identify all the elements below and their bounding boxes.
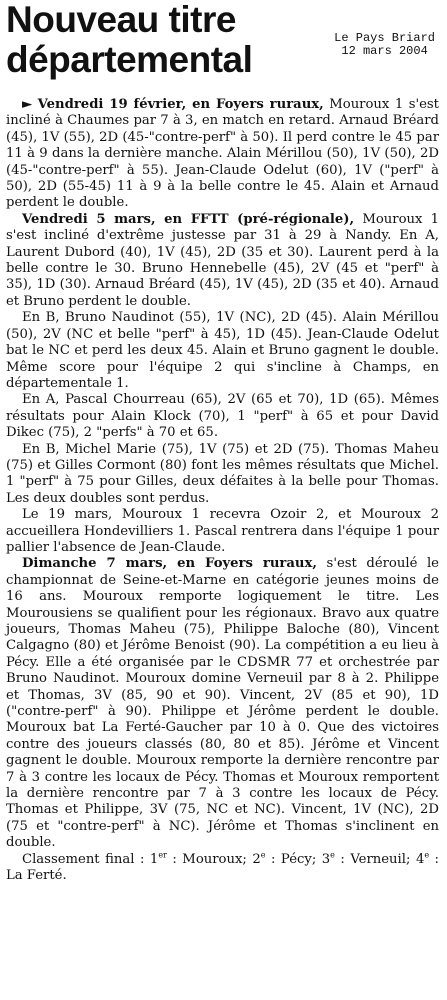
article-header (0, 0, 447, 82)
paragraph (6, 310, 439, 392)
rank-3-number: 3 (321, 851, 331, 867)
rank-2-number: 2 (252, 851, 261, 867)
publication-date: 12 mars 2004 (341, 44, 428, 58)
paragraph-lead: Dimanche 7 mars, en Foyers ruraux, (22, 556, 317, 572)
rank-1-suffix: er (158, 850, 167, 860)
paragraph-lead: Vendredi 19 février, en Foyers ruraux, (37, 97, 324, 112)
paragraph-text: Mouroux 1 s'est incliné d'extrême justesse par 31 à 29 à Nandy. En A, Laurent Dubord (40), 1V (45), 2D (35 et 30). Laurent perd à la belle contre le 30. Bruno Hennebelle (45), 2V (45 et "perf" à 35), 1D (30). Arnaud Bréard (45), 1V (45), 2D (35 et 40). Arnaud et Bruno perdent le double. (6, 211, 440, 309)
headline (6, 0, 252, 80)
final-ranking (6, 852, 439, 885)
paragraph-lead: Vendredi 5 mars, en FFTT (pré-régionale), (22, 211, 355, 227)
paragraph-text: s'est déroulé le championnat de Seine-et-Marne en catégorie jeunes moins de 16 ans. Mouroux remporte logiquement le titre. Les Mourousiens se qualifient pour les régionaux. Bravo aux quatre joueurs, Thomas Maheu (75), Philippe Baloche (80), Vincent Calgagno (80) et Jérôme Benoist (90). La compétition a eu lieu à Pécy. Elle a été organisée par le CDSMR 77 et orchestrée par Bruno Naudinot. Mouroux domine Verneuil par 8 à 2. Philippe et Thomas, 3V (85, 90 et 90). Vincent, 2V (85 et 90), 1D ("contre-perf" à 90). Philippe et Jérôme perdent le double. Mouroux bat La Ferté-Gaucher par 10 à 0. Que des victoires contre des joueurs classés (80, 80 et 85). Jérôme et Vincent gagnent le double. Mouroux remporte la dernière rencontre par 7 à 3 contre les locaux de Pécy. Thomas et Mouroux remportent la dernière rencontre par 7 à 3 contre les locaux de Pécy. Thomas et Philippe, 3V (75, NC et NC). Vincent, 1V (NC), 2D (75 et "contre-perf" à NC). Jérôme et Thomas s'inclinent en double. (6, 556, 439, 851)
rank-2-team: : Pécy; (265, 851, 322, 867)
rank-1-number: 1 (149, 851, 159, 867)
paragraph (6, 392, 439, 441)
rank-3-team: : Verneuil; (334, 851, 416, 867)
final-label: Classement final : (22, 851, 150, 867)
headline-line-2: départemental (6, 39, 253, 80)
bullet-arrow-icon: ► (22, 97, 33, 112)
paragraph (6, 507, 439, 556)
paragraph-text: En B, Michel Marie (75), 1V (75) et 2D (75). Thomas Maheu (75) et Gilles Cormont (80) font les mêmes résultats que Michel. 1 "perf" à 75 pour Gilles, deux défaites à la belle pour Thomas. Les deux doubles sont perdus. (6, 441, 439, 506)
rank-1-team: : Mouroux; (166, 851, 253, 867)
rank-2-suffix: e (260, 850, 266, 860)
headline-line-1: Nouveau titre (6, 0, 236, 40)
paragraph-text: En A, Pascal Chourreau (65), 2V (65 et 70), 1D (65). Mêmes résultats pour Alain Klock (70), 1 "perf" à 65 et pour David Dikec (75), 2 "perfs" à 70 et 65. (6, 392, 439, 441)
rank-4-suffix: e (424, 850, 430, 860)
publication-name: Le Pays Briard (334, 31, 435, 45)
rank-4-team: : La Ferté. (6, 851, 440, 884)
paragraph (6, 212, 439, 310)
paragraph (6, 556, 439, 851)
paragraph (6, 442, 439, 508)
rank-3-suffix: e (330, 850, 335, 860)
rank-4-number: 4 (415, 851, 425, 867)
paragraph-text: Le 19 mars, Mouroux 1 recevra Ozoir 2, et Mouroux 2 accueillera Hondevilliers 1. Pascal rentrera dans l'équipe 1 pour pallier l'absence de Jean-Claude. (6, 507, 439, 555)
article-body (6, 97, 439, 885)
paragraph-text: En B, Bruno Naudinot (55), 1V (NC), 2D (45). Alain Mérillou (50), 2V (NC et belle "perf" à 45), 1D (45). Jean-Claude Odelut bat le NC et perd les deux 45. Alain et Bruno gagnent le double. Même score pour l'équipe 2 qui s'incline à Champs, en départementale 1. (6, 310, 439, 391)
paragraph-text: Mouroux 1 s'est incliné à Chaumes par 7 à 3, en match en retard. Arnaud Bréard (45), 1V (55), 2D (45-"contre-perf" à 50). Il perd contre le 45 par 11 à 9 dans la dernière manche. Alain Mérillou (50), 1V (50), 2D (45-"contre-perf" à 55). Jean-Claude Odelut (60), 1V ("perf" à 50), 2D (55-45) 11 à 9 à la belle contre le 45. Alain et Arnaud perdent le double. (6, 97, 439, 211)
paragraph (6, 97, 439, 212)
source-block (334, 32, 435, 58)
